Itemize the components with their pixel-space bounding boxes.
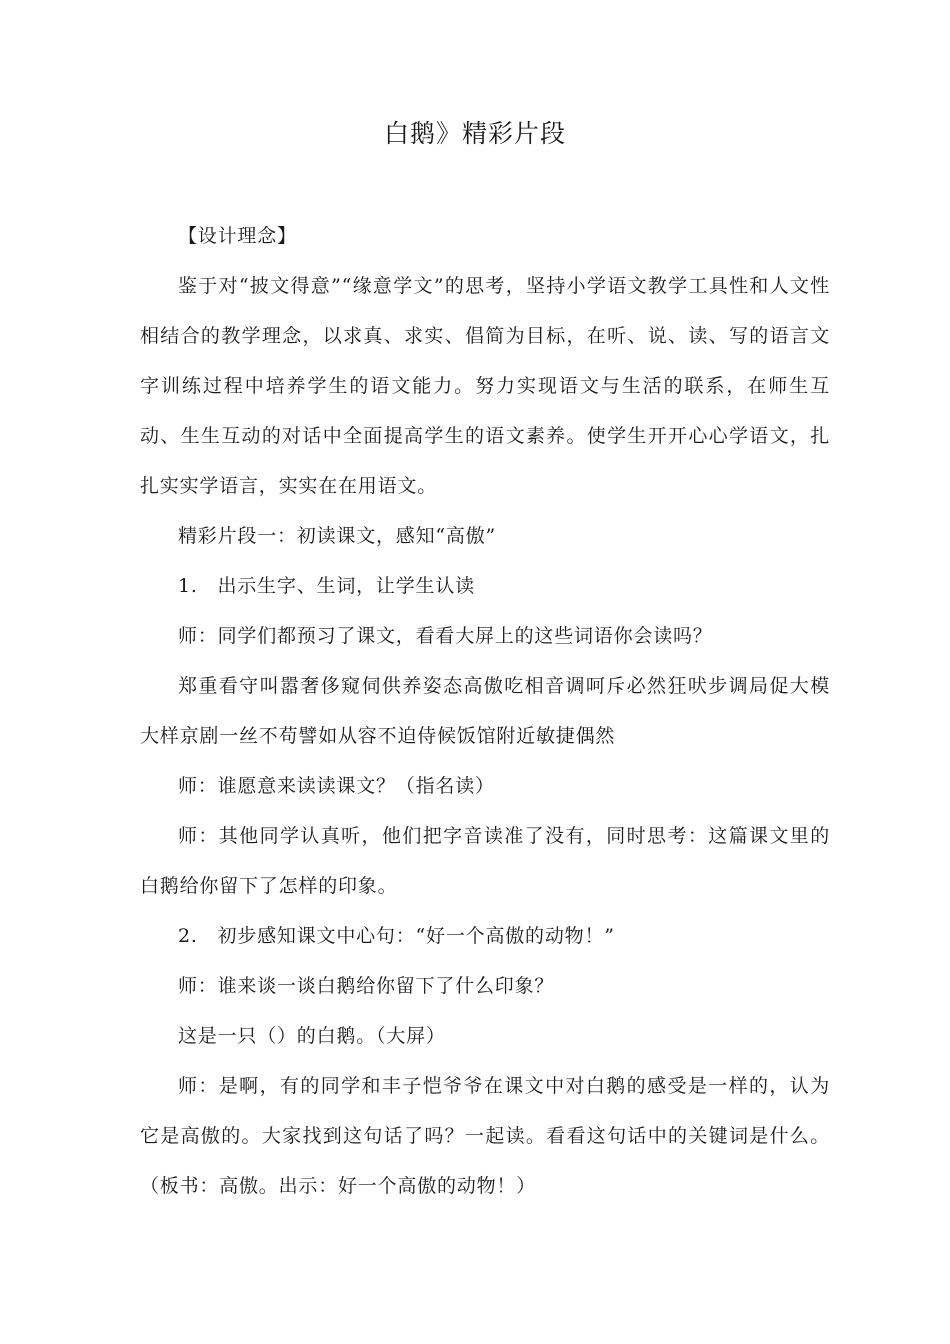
paragraph-teacher-2: 师：谁愿意来读读课文？（指名读）	[178, 775, 495, 797]
page-title: 白鹅》精彩片段	[383, 119, 566, 148]
paragraph-word-list: 郑重看守叫嚣奢侈窥伺供养姿态高傲吃相音调呵斥必然狂吠步调局促大模大样京剧一丝不苟譬如从容不迫侍候饭馆附近敏捷偶然	[140, 675, 830, 747]
step-heading-2: 2. 初步感知课文中心句：“好一个高傲的动物！”	[178, 925, 615, 947]
section-heading-design-concept: 【设计理念】	[178, 225, 297, 247]
document-body	[140, 211, 830, 1211]
section-heading-excerpt-one: 精彩片段一：初读课文，感知“高傲”	[178, 525, 497, 547]
paragraph-fill-blank: 这是一只（）的白鹅。（大屏）	[178, 1025, 446, 1047]
paragraph-teacher-5: 师：是啊，有的同学和丰子恺爷爷在课文中对白鹅的感受是一样的，认为它是高傲的。大家找到这句话了吗？一起读。看看这句话中的关键词是什么。（板书：高傲。出示：好一个高傲的动物！）	[140, 1075, 830, 1197]
paragraph-teacher-3: 师：其他同学认真听，他们把字音读准了没有，同时思考：这篇课文里的白鹅给你留下了怎样的印象。	[140, 825, 830, 897]
paragraph-design-concept: 鉴于对“披文得意”“缘意学文”的思考，坚持小学语文教学工具性和人文性相结合的教学理念，以求真、求实、倡简为目标，在听、说、读、写的语言文字训练过程中培养学生的语文能力。努力实现语文与生活的联系，在师生互动、生生互动的对话中全面提高学生的语文素养。使学生开开心心学语文，扎扎实实学语言，实实在在用语文。	[140, 275, 830, 497]
step-heading-1: 1. 出示生字、生词，让学生认读	[178, 575, 475, 597]
paragraph-teacher-4: 师：谁来谈一谈白鹅给你留下了什么印象？	[178, 975, 555, 997]
paragraph-teacher-1: 师：同学们都预习了课文，看看大屏上的这些词语你会读吗？	[178, 625, 713, 647]
